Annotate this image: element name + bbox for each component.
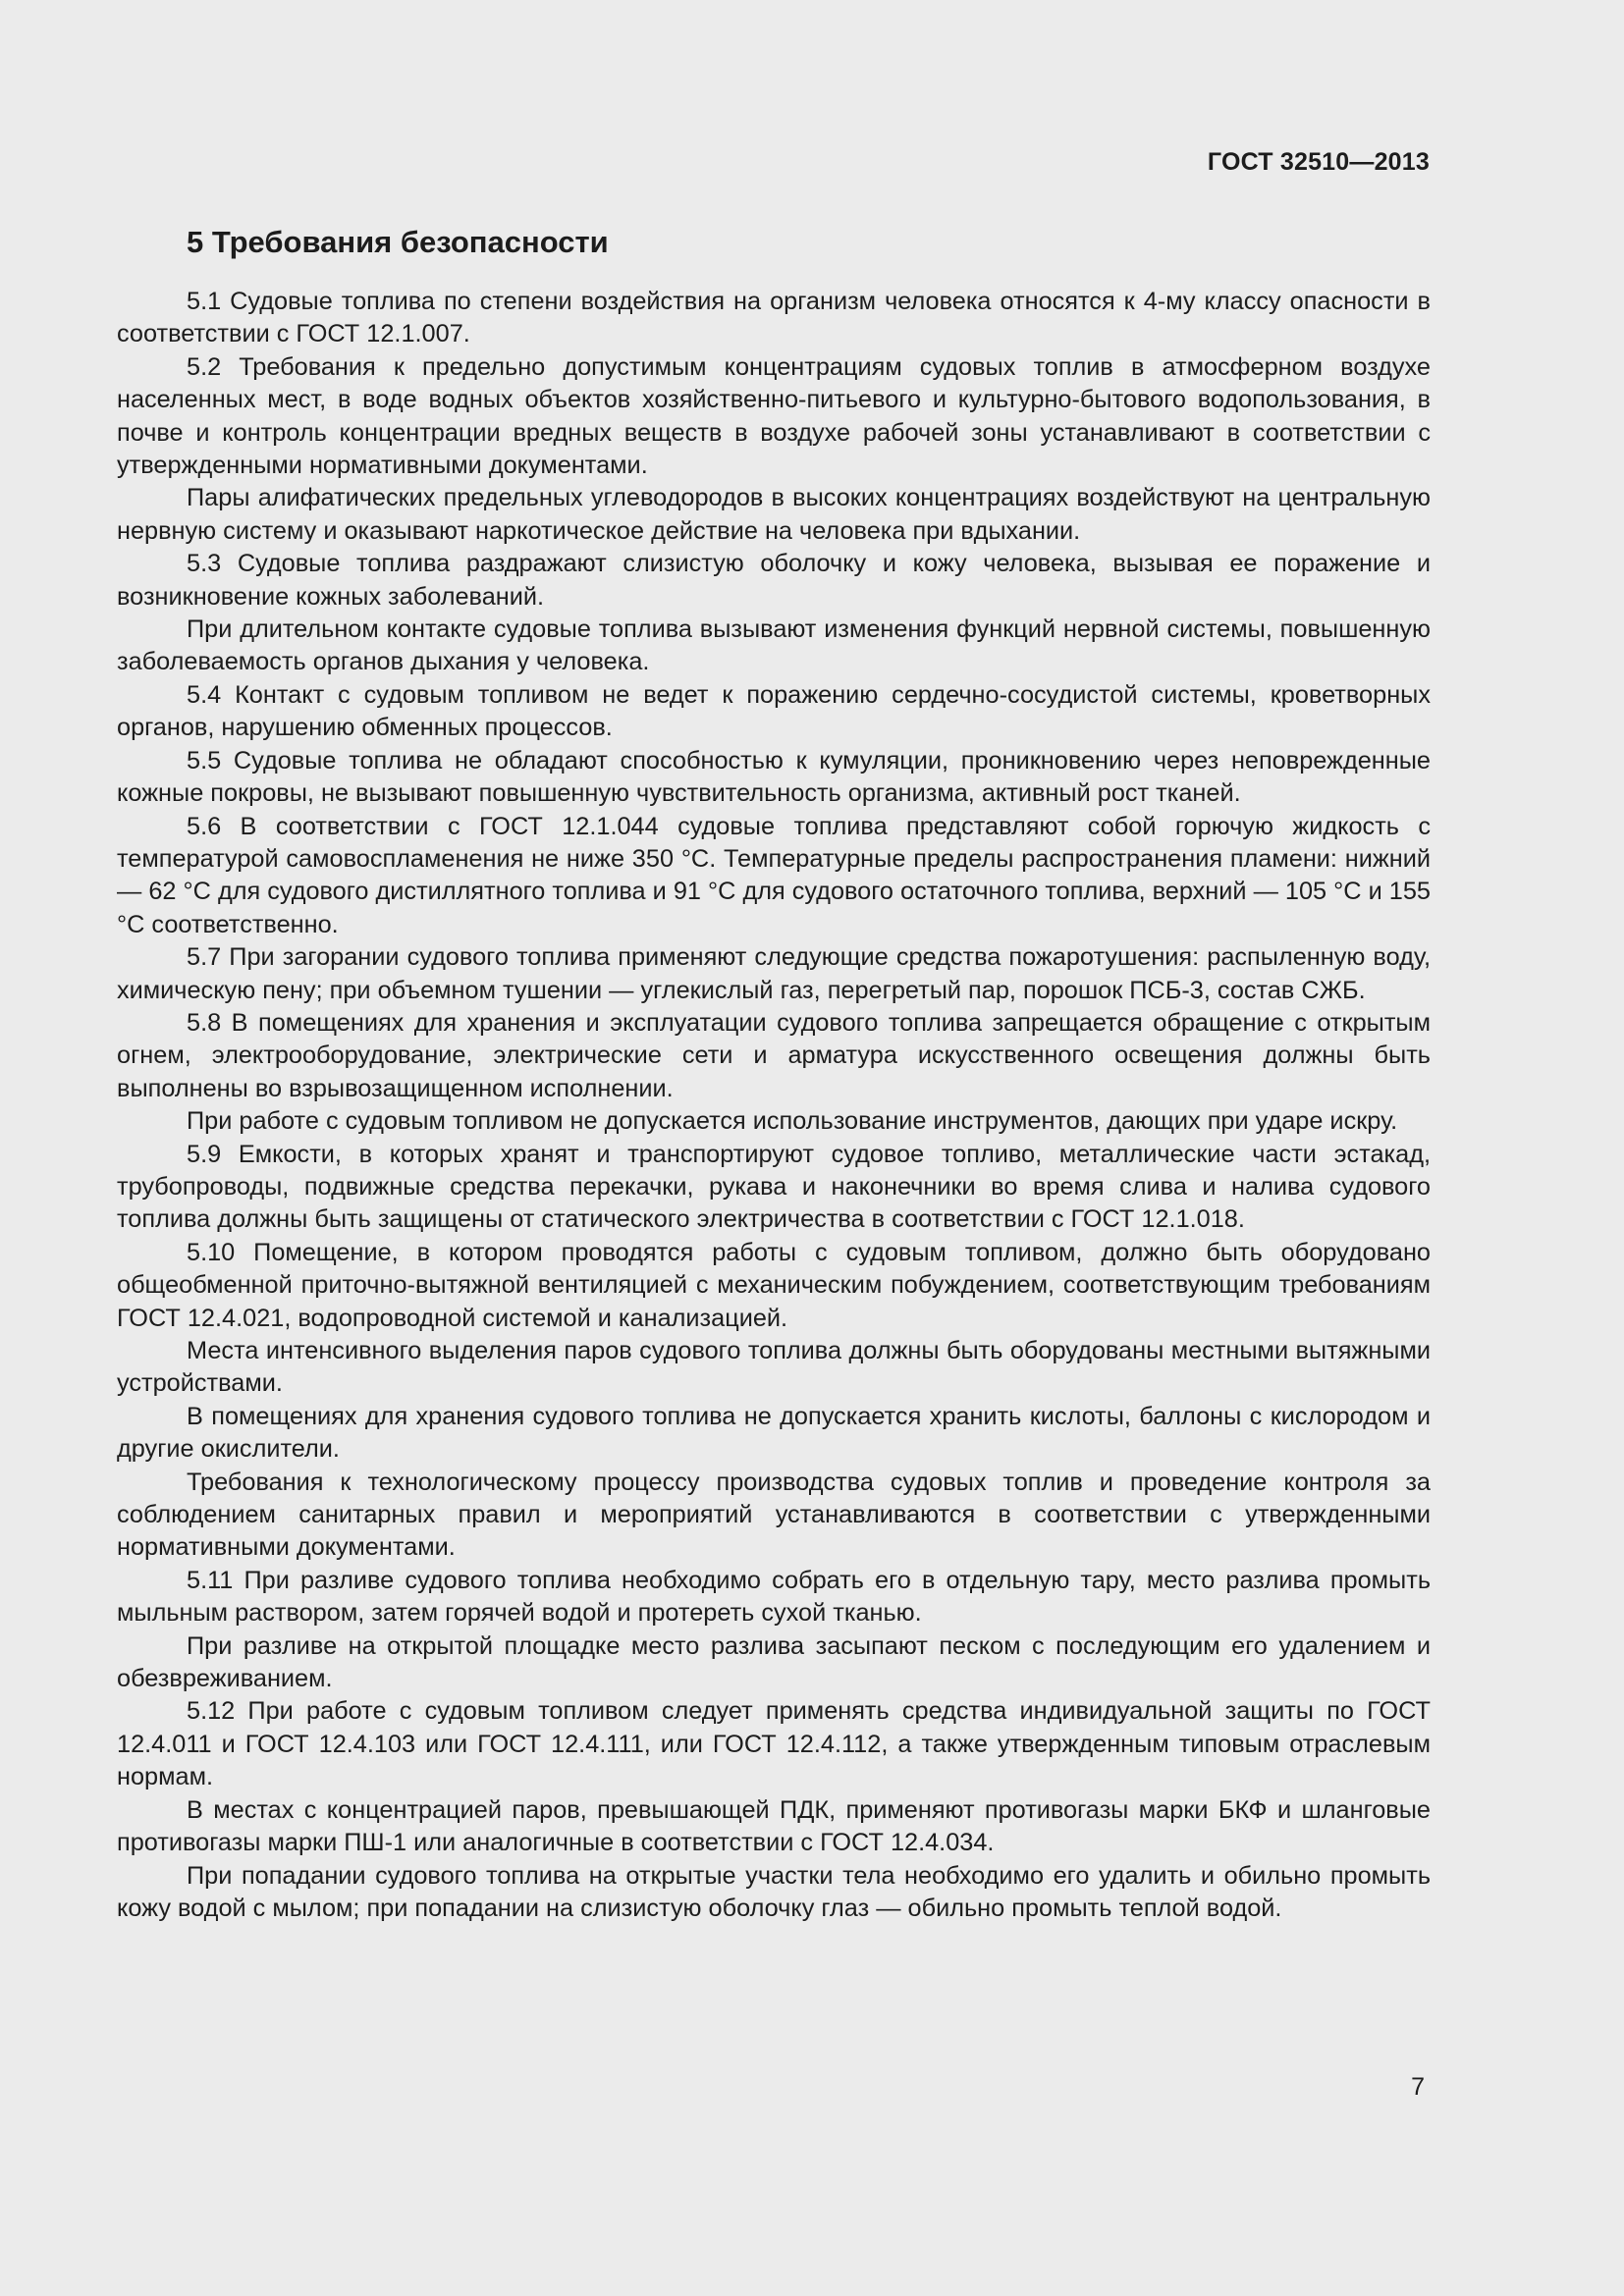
paragraph: 5.3 Судовые топлива раздражают слизистую оболочку и кожу человека, вызывая ее поражение и возникновение кожных заболеваний. xyxy=(117,550,1431,611)
paragraph: 5.8 В помещениях для хранения и эксплуатации судового топлива запрещается обращение с открытым огнем, электрооборудование, электрические сети и арматура искусственного освещения должны быть выполнены во взрывозащищенном исполнении. xyxy=(117,1008,1431,1102)
paragraph: При разливе на открытой площадке место разлива засыпают песком с последующим его удалением и обезвреживанием. xyxy=(117,1631,1431,1693)
paragraph: 5.7 При загорании судового топлива применяют следующие средства пожаротушения: распыленную воду, химическую пену; при объемном тушении — углекислый газ, перегретый пар, порошок ПСБ-3, состав СЖБ. xyxy=(117,943,1431,1004)
paragraph: 5.9 Емкости, в которых хранят и транспортируют судовое топливо, металлические части эстакад, трубопроводы, подвижные средства перекачки, рукава и наконечники во время слива и налива судового топлива должны быть защищены от статического электричества в соответствии с ГОСТ 12.1.018. xyxy=(117,1140,1431,1234)
paragraph: Требования к технологическому процессу производства судовых топлив и проведение контроля за соблюдением санитарных правил и мероприятий устанавливаются в соответствии с утвержденными нормативными документами. xyxy=(117,1468,1431,1562)
page-number: 7 xyxy=(1411,2073,1425,2101)
paragraph: Места интенсивного выделения паров судового топлива должны быть оборудованы местными вытяжными устройствами. xyxy=(117,1337,1431,1398)
paragraph: При длительном контакте судовые топлива вызывают изменения функций нервной системы, повышенную заболеваемость органов дыхания у человека. xyxy=(117,615,1431,676)
paragraph: При работе с судовым топливом не допускается использование инструментов, дающих при ударе искру. xyxy=(187,1107,1398,1136)
section-body xyxy=(117,286,1431,1925)
paragraph: 5.11 При разливе судового топлива необходимо собрать его в отдельную тару, место разлива промыть мыльным раствором, затем горячей водой и протереть сухой тканью. xyxy=(117,1566,1431,1628)
paragraph: При попадании судового топлива на открытые участки тела необходимо его удалить и обильно промыть кожу водой с мылом; при попадании на слизистую оболочку глаз — обильно промыть теплой водой. xyxy=(117,1861,1431,1922)
document-standard-id: ГОСТ 32510—2013 xyxy=(1207,148,1430,176)
paragraph: В местах с концентрацией паров, превышающей ПДК, применяют противогазы марки БКФ и шланговые противогазы марки ПШ-1 или аналогичные в соответствии с ГОСТ 12.4.034. xyxy=(117,1795,1431,1857)
paragraph: 5.1 Судовые топлива по степени воздействия на организм человека относятся к 4-му классу опасности в соответствии с ГОСТ 12.1.007. xyxy=(117,288,1431,348)
paragraph: В помещениях для хранения судового топлива не допускается хранить кислоты, баллоны с кислородом и другие окислители. xyxy=(117,1402,1431,1464)
paragraph: 5.12 При работе с судовым топливом следует применять средства индивидуальной защиты по ГОСТ 12.4.011 и ГОСТ 12.4.103 или ГОСТ 12.4.111, или ГОСТ 12.4.112, а также утвержденным типовым отраслевым нормам. xyxy=(117,1697,1431,1791)
paragraph: 5.5 Судовые топлива не обладают способностью к кумуляции, проникновению через неповрежденные кожные покровы, не вызывают повышенную чувствительность организма, активный рост тканей. xyxy=(117,746,1431,808)
paragraph: 5.4 Контакт с судовым топливом не ведет к поражению сердечно-сосудистой системы, кроветворных органов, нарушению обменных процессов. xyxy=(117,680,1431,742)
paragraph: 5.2 Требования к предельно допустимым концентрациям судовых топлив в атмосферном воздухе населенных мест, в воде водных объектов хозяйственно-питьевого и культурно-бытового водопользования, в почве и контроль концентрации вредных веществ в воздухе рабочей зоны устанавливают в соответствии с утвержденными нормативными документами. xyxy=(117,352,1431,480)
section-title: 5 Требования безопасности xyxy=(187,225,609,259)
paragraph: Пары алифатических предельных углеводородов в высоких концентрациях воздействуют на центральную нервную систему и оказывают наркотическое действие на человека при вдыхании. xyxy=(117,484,1431,545)
paragraph: 5.6 В соответствии с ГОСТ 12.1.044 судовые топлива представляют собой горючую жидкость с температурой самовоспламенения не ниже 350 °С. Температурные пределы распространения пламени: нижний — 62 °С для судового дистиллятного топлива и 91 °С для судового остаточного топлива, верхний — 105 °С и 155 °С соответственно. xyxy=(117,812,1431,938)
paragraph: 5.10 Помещение, в котором проводятся работы с судовым топливом, должно быть оборудовано общеобменной приточно-вытяжной вентиляцией с механическим побуждением, соответствующим требованиям ГОСТ 12.4.021, водопроводной системой и канализацией. xyxy=(117,1238,1431,1332)
